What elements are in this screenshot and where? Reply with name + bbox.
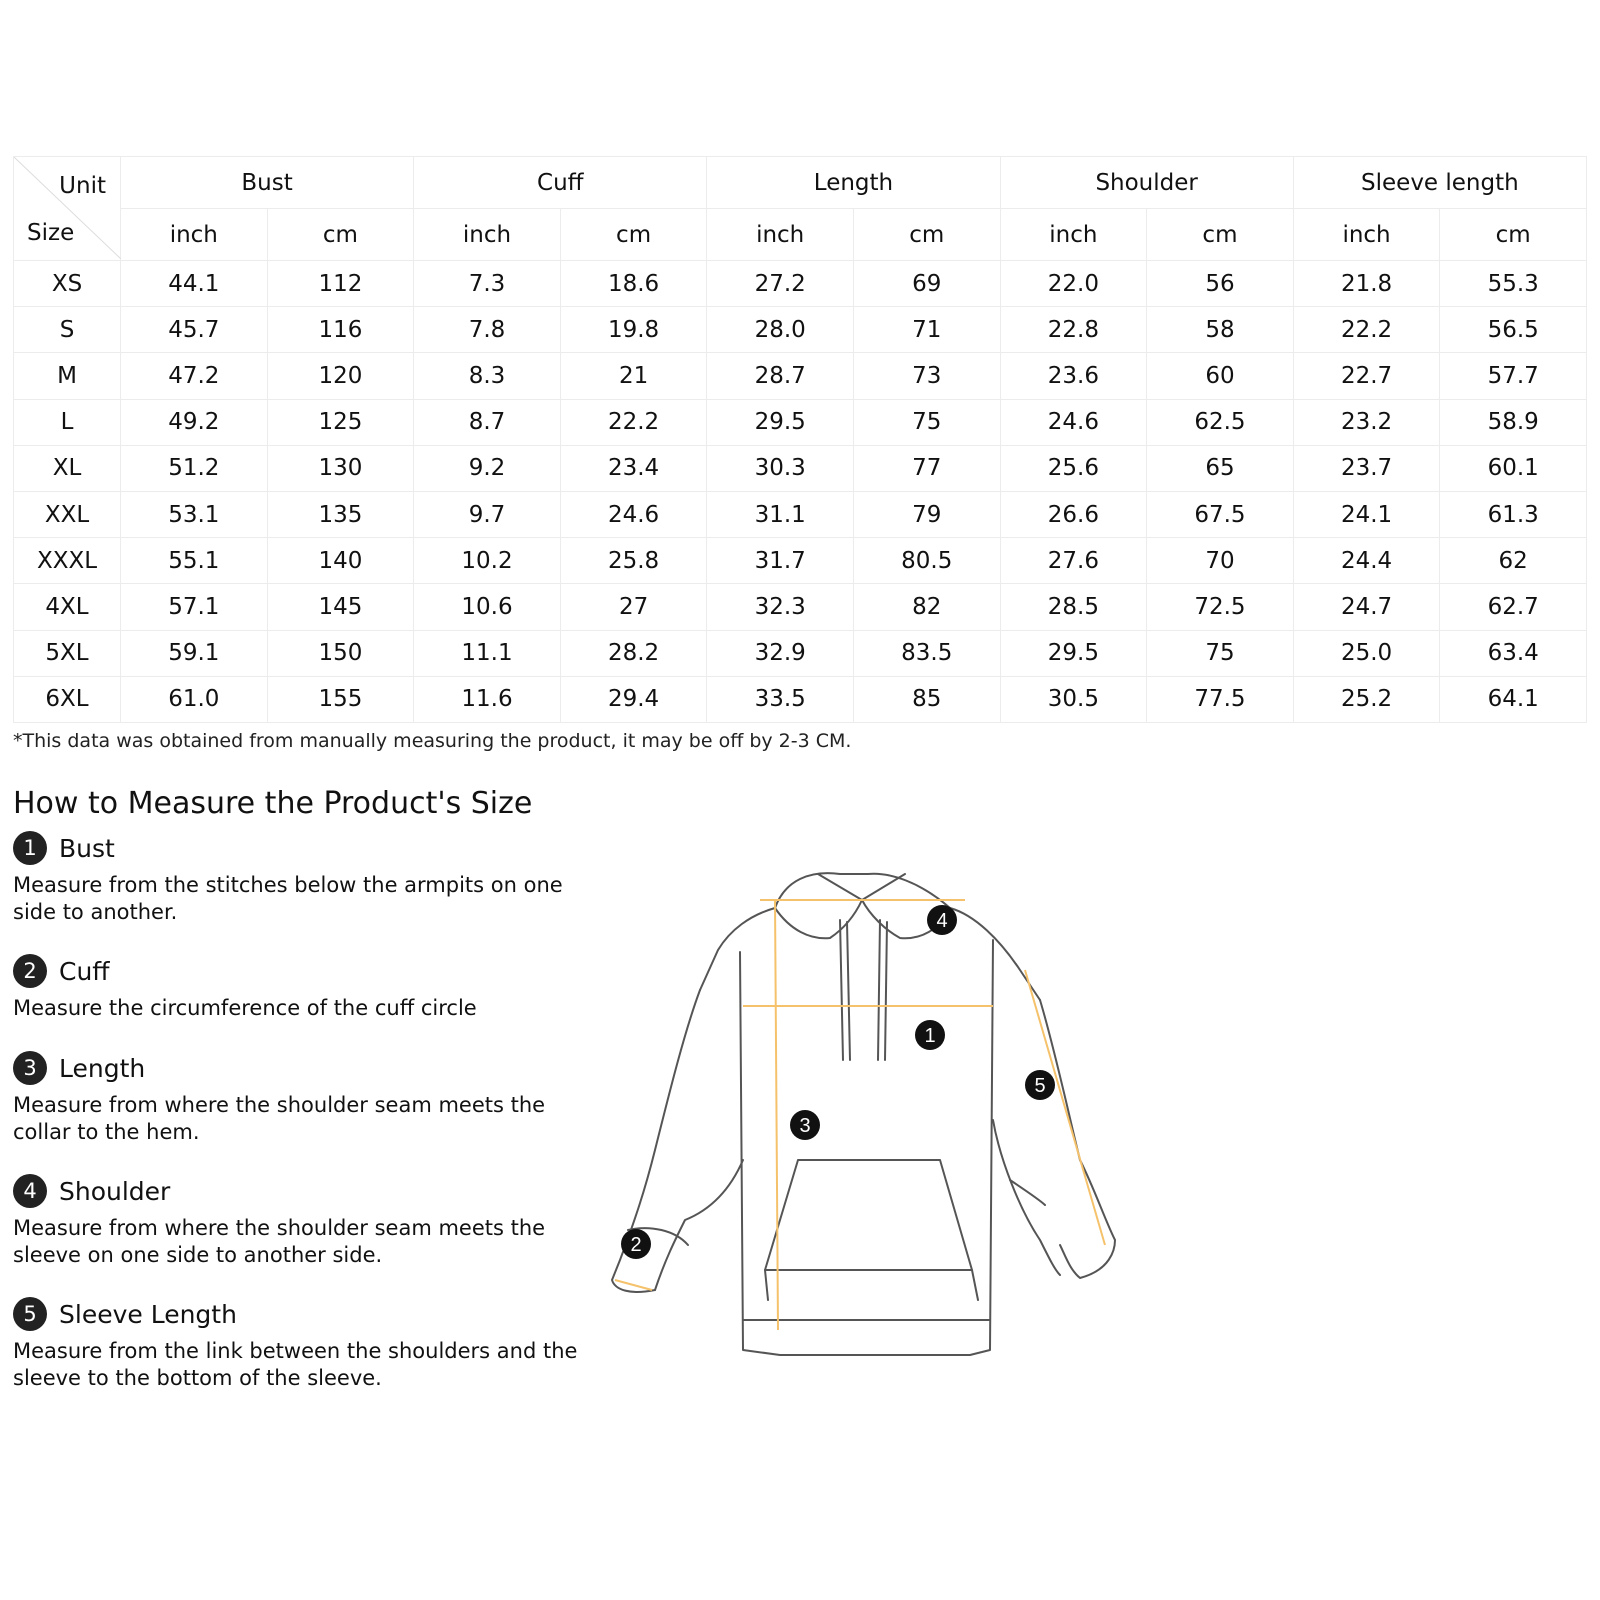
size-label-cell: 6XL bbox=[14, 676, 121, 722]
measure-guide-title: How to Measure the Product's Size bbox=[13, 786, 533, 821]
measurement-cell: 135 bbox=[267, 491, 414, 537]
svg-text:1: 1 bbox=[924, 1025, 936, 1047]
measurement-cell: 24.6 bbox=[560, 491, 707, 537]
measurement-cell: 23.7 bbox=[1293, 445, 1440, 491]
measurement-cell: 73 bbox=[853, 353, 1000, 399]
unit-header: Unit bbox=[59, 173, 106, 199]
measurement-cell: 8.7 bbox=[414, 399, 561, 445]
table-row bbox=[14, 261, 1587, 307]
measurement-cell: 22.2 bbox=[560, 399, 707, 445]
measurement-cell: 59.1 bbox=[121, 630, 268, 676]
measurement-cell: 10.2 bbox=[414, 538, 561, 584]
step-number-badge: 2 bbox=[13, 954, 47, 988]
measurement-cell: 130 bbox=[267, 445, 414, 491]
measurement-cell: 83.5 bbox=[853, 630, 1000, 676]
table-row bbox=[14, 353, 1587, 399]
marker-2 bbox=[621, 1229, 651, 1259]
measurement-cell: 24.4 bbox=[1293, 538, 1440, 584]
measurement-cell: 22.2 bbox=[1293, 307, 1440, 353]
measurement-cell: 47.2 bbox=[121, 353, 268, 399]
unit-header-cell: inch bbox=[1000, 209, 1147, 261]
measurement-cell: 61.0 bbox=[121, 676, 268, 722]
unit-header-cell: inch bbox=[414, 209, 561, 261]
step-sleeve-length bbox=[13, 1296, 583, 1392]
measurement-cell: 77.5 bbox=[1147, 676, 1294, 722]
measurement-cell: 150 bbox=[267, 630, 414, 676]
step-name: Cuff bbox=[59, 956, 110, 986]
step-number-badge: 3 bbox=[13, 1051, 47, 1085]
unit-header-cell: inch bbox=[1293, 209, 1440, 261]
measurement-cell: 11.1 bbox=[414, 630, 561, 676]
measurement-cell: 18.6 bbox=[560, 261, 707, 307]
measurement-cell: 25.2 bbox=[1293, 676, 1440, 722]
measurement-cell: 85 bbox=[853, 676, 1000, 722]
measurement-cell: 60.1 bbox=[1440, 445, 1587, 491]
size-label-cell: XXXL bbox=[14, 538, 121, 584]
measurement-cell: 44.1 bbox=[121, 261, 268, 307]
measurement-cell: 26.6 bbox=[1000, 491, 1147, 537]
measurement-cell: 22.0 bbox=[1000, 261, 1147, 307]
measurement-cell: 25.6 bbox=[1000, 445, 1147, 491]
step-description: Measure from the link between the shoulders and the sleeve to the bottom of the sleeve. bbox=[13, 1339, 578, 1390]
measurement-cell: 64.1 bbox=[1440, 676, 1587, 722]
table-row bbox=[14, 399, 1587, 445]
measurement-cell: 7.8 bbox=[414, 307, 561, 353]
marker-3 bbox=[790, 1110, 820, 1140]
measurement-cell: 19.8 bbox=[560, 307, 707, 353]
measurement-cell: 8.3 bbox=[414, 353, 561, 399]
size-label-cell: 4XL bbox=[14, 584, 121, 630]
size-chart-table bbox=[13, 156, 1587, 723]
measurement-cell: 29.5 bbox=[1000, 630, 1147, 676]
measurement-cell: 57.1 bbox=[121, 584, 268, 630]
measurement-cell: 60 bbox=[1147, 353, 1294, 399]
measurement-cell: 24.7 bbox=[1293, 584, 1440, 630]
unit-header-cell: cm bbox=[267, 209, 414, 261]
marker-4 bbox=[927, 905, 957, 935]
measurement-cell: 22.8 bbox=[1000, 307, 1147, 353]
measurement-cell: 55.1 bbox=[121, 538, 268, 584]
measurement-cell: 62.5 bbox=[1147, 399, 1294, 445]
measurement-cell: 75 bbox=[853, 399, 1000, 445]
unit-header-cell: cm bbox=[1147, 209, 1294, 261]
measurement-cell: 55.3 bbox=[1440, 261, 1587, 307]
measurement-cell: 23.6 bbox=[1000, 353, 1147, 399]
unit-header-cell: inch bbox=[707, 209, 854, 261]
unit-header-cell: cm bbox=[560, 209, 707, 261]
table-row bbox=[14, 445, 1587, 491]
step-name: Sleeve Length bbox=[59, 1299, 237, 1329]
marker-1 bbox=[915, 1020, 945, 1050]
measurement-cell: 49.2 bbox=[121, 399, 268, 445]
group-header-shoulder: Shoulder bbox=[1000, 157, 1293, 209]
measurement-cell: 65 bbox=[1147, 445, 1294, 491]
step-description: Measure the circumference of the cuff circle bbox=[13, 996, 477, 1020]
measurement-cell: 22.7 bbox=[1293, 353, 1440, 399]
unit-header-cell: inch bbox=[121, 209, 268, 261]
measurement-cell: 80.5 bbox=[853, 538, 1000, 584]
svg-text:5: 5 bbox=[1034, 1075, 1046, 1097]
measurement-cell: 25.8 bbox=[560, 538, 707, 584]
step-description: Measure from the stitches below the armpits on one side to another. bbox=[13, 873, 563, 924]
measurement-cell: 125 bbox=[267, 399, 414, 445]
measurement-cell: 30.3 bbox=[707, 445, 854, 491]
measurement-cell: 58 bbox=[1147, 307, 1294, 353]
measurement-cell: 45.7 bbox=[121, 307, 268, 353]
step-number-badge: 4 bbox=[13, 1174, 47, 1208]
step-name: Shoulder bbox=[59, 1176, 171, 1206]
step-description: Measure from where the shoulder seam meets the collar to the hem. bbox=[13, 1093, 546, 1144]
measurement-cell: 79 bbox=[853, 491, 1000, 537]
size-label-cell: XL bbox=[14, 445, 121, 491]
measurement-cell: 24.6 bbox=[1000, 399, 1147, 445]
measurement-cell: 30.5 bbox=[1000, 676, 1147, 722]
unit-header-cell: cm bbox=[1440, 209, 1587, 261]
step-length bbox=[13, 1050, 583, 1146]
measurement-cell: 9.7 bbox=[414, 491, 561, 537]
step-bust bbox=[13, 830, 583, 926]
step-cuff bbox=[13, 953, 583, 1022]
measurement-cell: 140 bbox=[267, 538, 414, 584]
size-header: Size bbox=[27, 220, 75, 246]
measurement-cell: 70 bbox=[1147, 538, 1294, 584]
measurement-cell: 31.1 bbox=[707, 491, 854, 537]
step-name: Length bbox=[59, 1053, 146, 1083]
measurement-cell: 51.2 bbox=[121, 445, 268, 491]
measurement-cell: 77 bbox=[853, 445, 1000, 491]
measurement-cell: 31.7 bbox=[707, 538, 854, 584]
table-row bbox=[14, 630, 1587, 676]
hoodie-diagram bbox=[600, 860, 1160, 1380]
measurement-cell: 69 bbox=[853, 261, 1000, 307]
measurement-disclaimer: *This data was obtained from manually measuring the product, it may be off by 2-3 CM. bbox=[13, 730, 852, 752]
table-row bbox=[14, 538, 1587, 584]
measurement-cell: 145 bbox=[267, 584, 414, 630]
table-row bbox=[14, 584, 1587, 630]
measurement-cell: 25.0 bbox=[1293, 630, 1440, 676]
group-header-cuff: Cuff bbox=[414, 157, 707, 209]
measurement-cell: 58.9 bbox=[1440, 399, 1587, 445]
measurement-cell: 56.5 bbox=[1440, 307, 1587, 353]
step-number-badge: 1 bbox=[13, 831, 47, 865]
measurement-cell: 71 bbox=[853, 307, 1000, 353]
measurement-cell: 33.5 bbox=[707, 676, 854, 722]
svg-text:3: 3 bbox=[799, 1115, 811, 1137]
unit-header-cell: cm bbox=[853, 209, 1000, 261]
group-header-length: Length bbox=[707, 157, 1000, 209]
size-label-cell: XS bbox=[14, 261, 121, 307]
sleeve-measure-line bbox=[1025, 970, 1105, 1245]
measurement-cell: 32.9 bbox=[707, 630, 854, 676]
size-label-cell: L bbox=[14, 399, 121, 445]
group-header-bust: Bust bbox=[121, 157, 414, 209]
measurement-cell: 27 bbox=[560, 584, 707, 630]
measurement-cell: 28.0 bbox=[707, 307, 854, 353]
measurement-cell: 57.7 bbox=[1440, 353, 1587, 399]
step-description: Measure from where the shoulder seam meets the sleeve on one side to another side. bbox=[13, 1216, 546, 1267]
size-label-cell: S bbox=[14, 307, 121, 353]
measurement-cell: 11.6 bbox=[414, 676, 561, 722]
table-row bbox=[14, 491, 1587, 537]
measurement-cell: 27.2 bbox=[707, 261, 854, 307]
measurement-cell: 21 bbox=[560, 353, 707, 399]
svg-text:4: 4 bbox=[936, 910, 948, 932]
table-row bbox=[14, 307, 1587, 353]
measurement-cell: 28.7 bbox=[707, 353, 854, 399]
measurement-cell: 120 bbox=[267, 353, 414, 399]
measurement-cell: 21.8 bbox=[1293, 261, 1440, 307]
measurement-cell: 23.2 bbox=[1293, 399, 1440, 445]
measurement-cell: 24.1 bbox=[1293, 491, 1440, 537]
step-name: Bust bbox=[59, 833, 115, 863]
measurement-cell: 10.6 bbox=[414, 584, 561, 630]
measurement-cell: 29.4 bbox=[560, 676, 707, 722]
step-shoulder bbox=[13, 1173, 583, 1269]
svg-text:2: 2 bbox=[630, 1234, 642, 1256]
size-label-cell: XXL bbox=[14, 491, 121, 537]
measurement-cell: 67.5 bbox=[1147, 491, 1294, 537]
group-header-sleeve-length: Sleeve length bbox=[1293, 157, 1586, 209]
marker-5 bbox=[1025, 1070, 1055, 1100]
measurement-cell: 28.5 bbox=[1000, 584, 1147, 630]
measurement-cell: 53.1 bbox=[121, 491, 268, 537]
measurement-cell: 116 bbox=[267, 307, 414, 353]
measurement-cell: 28.2 bbox=[560, 630, 707, 676]
measurement-cell: 61.3 bbox=[1440, 491, 1587, 537]
measurement-cell: 72.5 bbox=[1147, 584, 1294, 630]
measurement-cell: 29.5 bbox=[707, 399, 854, 445]
measurement-cell: 56 bbox=[1147, 261, 1294, 307]
measurement-cell: 32.3 bbox=[707, 584, 854, 630]
measurement-cell: 7.3 bbox=[414, 261, 561, 307]
length-measure-line bbox=[775, 900, 778, 1330]
size-label-cell: 5XL bbox=[14, 630, 121, 676]
step-number-badge: 5 bbox=[13, 1297, 47, 1331]
measurement-cell: 75 bbox=[1147, 630, 1294, 676]
measurement-cell: 155 bbox=[267, 676, 414, 722]
table-row bbox=[14, 676, 1587, 722]
measurement-cell: 82 bbox=[853, 584, 1000, 630]
size-label-cell: M bbox=[14, 353, 121, 399]
table-corner-cell bbox=[14, 157, 121, 261]
measurement-cell: 9.2 bbox=[414, 445, 561, 491]
measurement-cell: 112 bbox=[267, 261, 414, 307]
measurement-cell: 62 bbox=[1440, 538, 1587, 584]
measurement-cell: 62.7 bbox=[1440, 584, 1587, 630]
hoodie-outline bbox=[612, 873, 1115, 1355]
measurement-cell: 27.6 bbox=[1000, 538, 1147, 584]
measurement-cell: 23.4 bbox=[560, 445, 707, 491]
measurement-cell: 63.4 bbox=[1440, 630, 1587, 676]
measurement-lines bbox=[615, 900, 1105, 1330]
